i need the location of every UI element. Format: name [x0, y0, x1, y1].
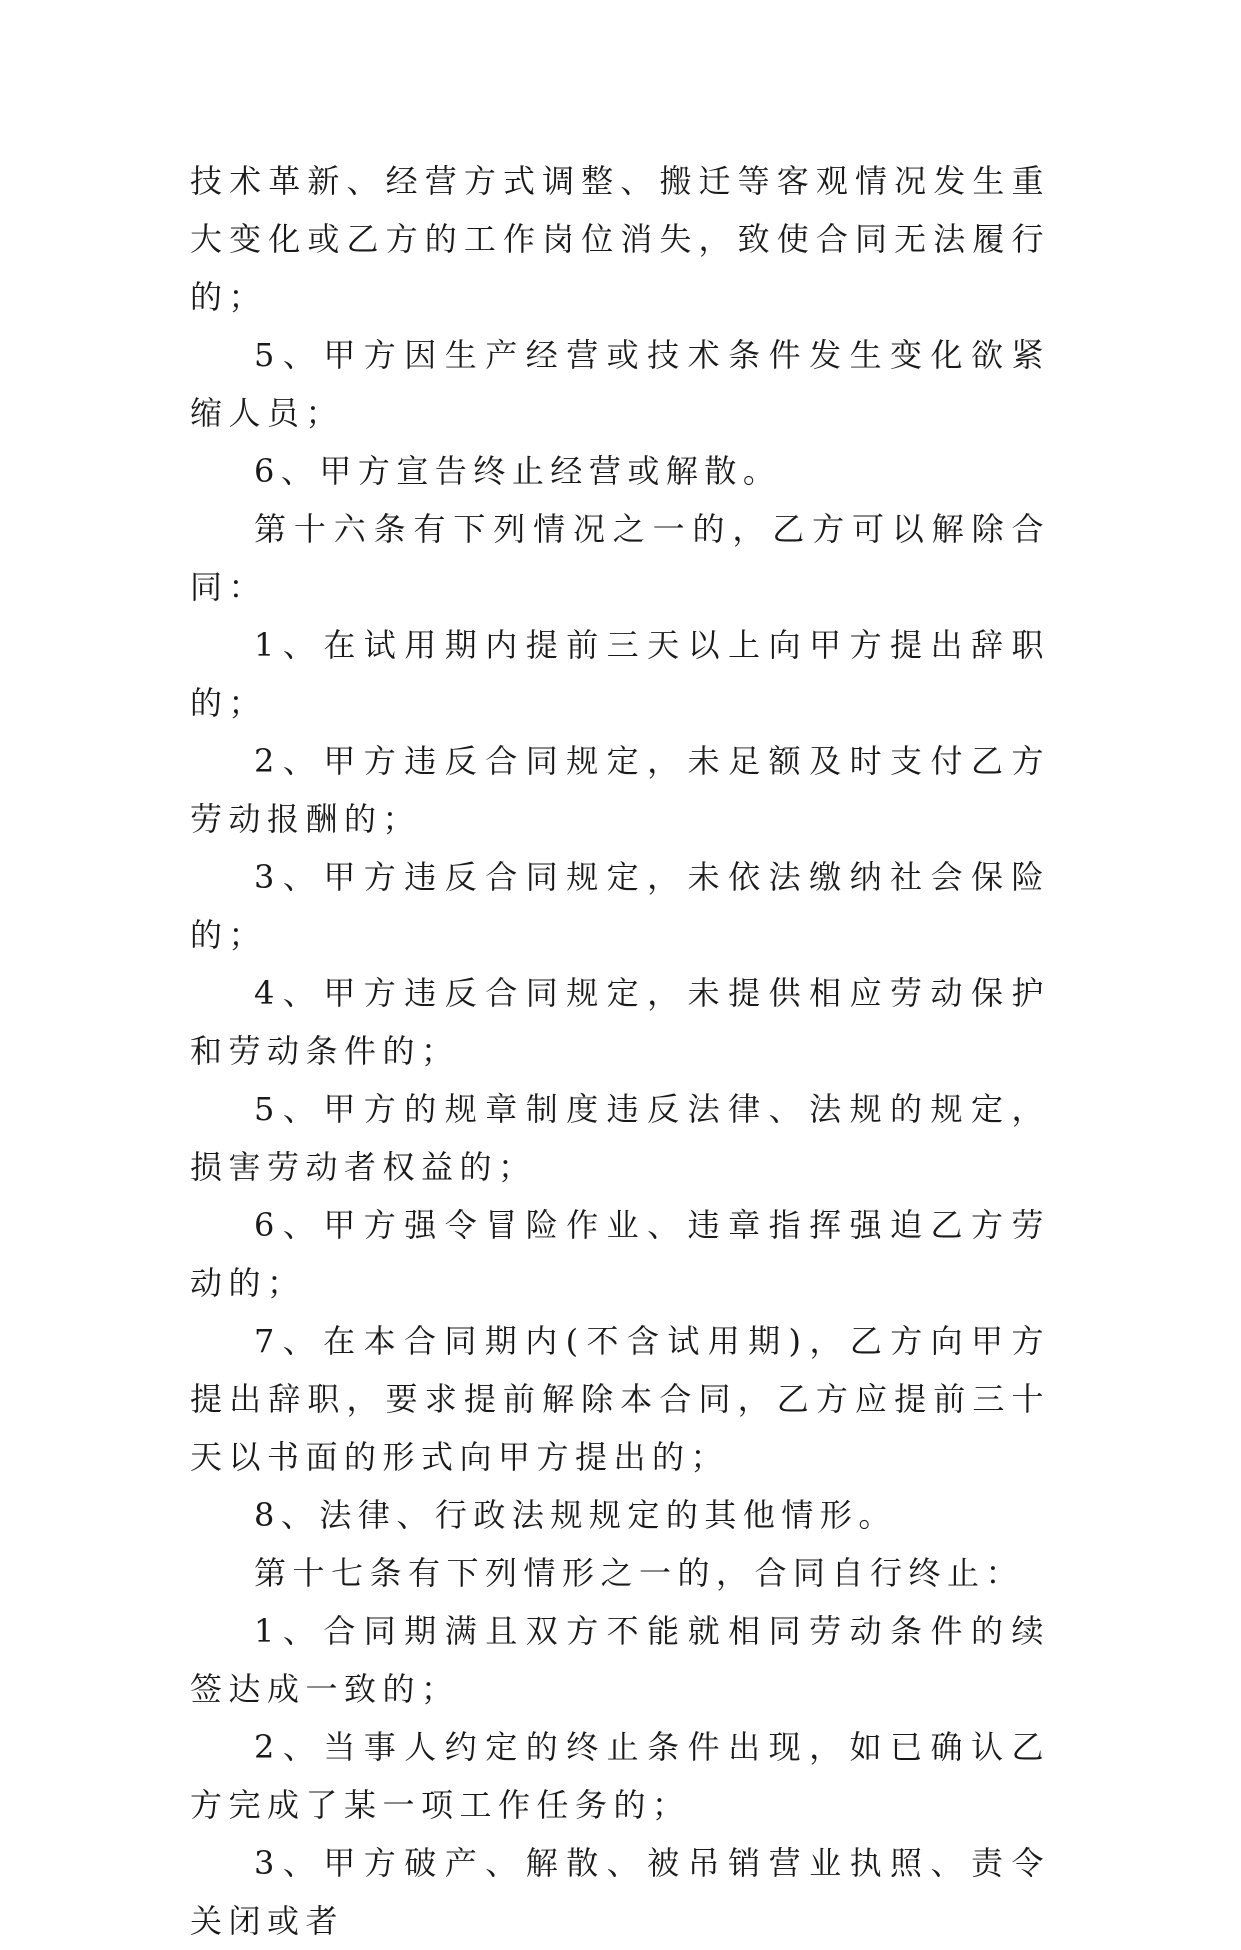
paragraph: 6、甲方宣告终止经营或解散。	[254, 452, 782, 490]
document-page	[190, 152, 1050, 1950]
paragraph: 1、在试用期内提前三天以上向甲方提出辞职的；	[190, 626, 1050, 722]
paragraph: 3、甲方破产、解散、被吊销营业执照、责令关闭或者	[190, 1844, 1050, 1940]
paragraph: 4、甲方违反合同规定，未提供相应劳动保护和劳动条件的；	[190, 974, 1050, 1070]
paragraph: 6、甲方强令冒险作业、违章指挥强迫乙方劳动的；	[190, 1206, 1050, 1302]
paragraph: 3、甲方违反合同规定，未依法缴纳社会保险的；	[190, 858, 1050, 954]
paragraph: 5、甲方因生产经营或技术条件发生变化欲紧缩人员；	[190, 336, 1050, 432]
paragraph: 8、法律、行政法规规定的其他情形。	[254, 1496, 897, 1534]
article-heading: 第十七条有下列情形之一的，合同自行终止：	[254, 1554, 1025, 1592]
paragraph: 1、合同期满且双方不能就相同劳动条件的续签达成一致的；	[190, 1612, 1050, 1708]
paragraph: 2、当事人约定的终止条件出现，如已确认乙方完成了某一项工作任务的；	[190, 1728, 1050, 1824]
paragraph: 5、甲方的规章制度违反法律、法规的规定，损害劳动者权益的；	[190, 1090, 1050, 1186]
paragraph: 2、甲方违反合同规定，未足额及时支付乙方劳动报酬的；	[190, 742, 1050, 838]
paragraph: 技术革新、经营方式调整、搬迁等客观情况发生重大变化或乙方的工作岗位消失，致使合同无法履行的；	[190, 162, 1050, 316]
paragraph: 7、在本合同期内(不含试用期)，乙方向甲方提出辞职，要求提前解除本合同，乙方应提前三十天以书面的形式向甲方提出的；	[190, 1322, 1050, 1476]
article-heading: 第十六条有下列情况之一的，乙方可以解除合同：	[190, 510, 1050, 606]
